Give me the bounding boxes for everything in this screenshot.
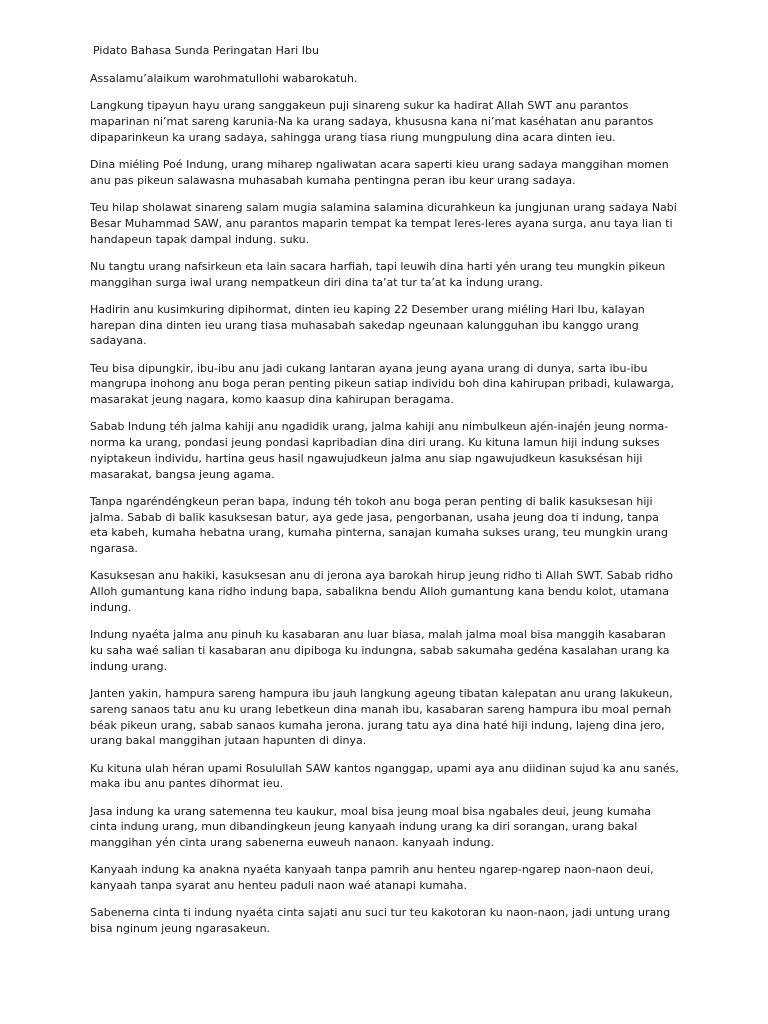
paragraph: Janten yakin, hampura sareng hampura ibu jauh langkung ageung tibatan kalepatan anu urang lakukeun, sareng sanaos tatu anu ku urang lebetkeun dina manah ibu, kasabaran sareng hampura ibu moal pernah béak pikeun urang, sabab sanaos kumaha jerona. jurang tatu aya dina haté hiji indung, lajeng dina jero, urang bakal manggihan jutaan hapunten di dinya. xyxy=(90,687,673,748)
paragraph-greeting: Assalamu’alaikum warohmatullohi wabarokatuh. xyxy=(90,72,358,85)
paragraph-closing: Sabenerna cinta ti indung nyaéta cinta sajati anu suci tur teu kakotoran ku naon-naon, jadi untung urang bisa nginum jeung ngarasakeun. xyxy=(90,906,671,936)
paragraph: Indung nyaéta jalma anu pinuh ku kasabaran anu luar biasa, malah jalma moal bisa manggih kasabaran ku saha waé salian ti kasabaran anu dipiboga ku indungna, sabab sakumaha gedéna kasalahan urang ka indung urang. xyxy=(90,628,670,673)
paragraph: Dina miéling Poé Indung, urang miharep ngaliwatan acara saperti kieu urang sadaya manggihan momen anu pas pikeun salawasna muhasabah kumaha pentingna peran ibu keur urang sadaya. xyxy=(90,157,669,187)
paragraph: Nu tangtu urang nafsirkeun eta lain sacara harfiah, tapi leuwih dina harti yén urang teu mungkin pikeun manggihan surga iwal urang nempatkeun diri dina ta’at tur ta’at ka indung urang. xyxy=(90,259,666,289)
document-title: Pidato Bahasa Sunda Peringatan Hari Ibu xyxy=(93,44,319,57)
paragraph: Sabab Indung téh jalma kahiji anu ngadidik urang, jalma kahiji anu nimbulkeun ajén-inajén jeung norma-norma ka urang, pondasi jeung pondasi kapribadian dina diri urang. Ku kituna lamun hiji indung sukses nyiptakeun individu, hartina geus hasil ngawujudkeun jalma anu siap ngawujudkeun kasuksésan hiji masarakat, bangsa jeung agama. xyxy=(90,420,669,481)
paragraph: Teu bisa dipungkir, ibu-ibu anu jadi cukang lantaran ayana jeung ayana urang di dunya, sarta ibu-ibu mangrupa inohong anu boga peran penting pikeun satiap individu boh dina kahirupan pribadi, kulawarga, masarakat jeung nagara, komo kaasup dina kahirupan beragama. xyxy=(90,361,674,407)
paragraph: Teu hilap sholawat sinareng salam mugia salamina salamina dicurahkeun ka jungjunan urang sadaya Nabi Besar Muhammad SAW, anu parantos maparin tempat ka tempat leres-leres ayana surga, anu taya lian ti handapeun tapak dampal indung. suku. xyxy=(90,200,677,246)
paragraph: Hadirin anu kusimkuring dipihormat, dinten ieu kaping 22 Desember urang miéling Hari Ibu, kalayan harepan dina dinten ieu urang tiasa muhasabah sakedap ngeunaan kalungguhan ibu kanggo urang sadayana. xyxy=(90,302,645,348)
paragraph: Ku kituna ulah héran upami Rosulullah SAW kantos nganggap, upami aya anu diidinan sujud ka anu sanés, maka ibu anu pantes dihormat ieu. xyxy=(90,761,679,791)
paragraph-opening: Langkung tipayun hayu urang sanggakeun puji sinareng sukur ka hadirat Allah SWT anu parantos maparinan ni’mat sareng karunia-Na ka urang sadaya, khususna kana ni’mat kaséhatan anu parantos dipaparinkeun ka urang sadaya, sahingga urang tiasa riung mungpulung dina acara dinten ieu. xyxy=(90,99,654,144)
paragraph: Tanpa ngaréndéngkeun peran bapa, indung téh tokoh anu boga peran penting di balik kasuksesan hiji jalma. Sabab di balik kasuksesan batur, aya gede jasa, pengorbanan, usaha jeung doa ti indung, tanpa eta kabeh, kumaha hebatna urang, kumaha pinterna, sanajan kumaha sukses urang, teu mungkin urang ngarasa. xyxy=(90,494,668,556)
paragraph: Kanyaah indung ka anakna nyaéta kanyaah tanpa pamrih anu henteu ngarep-ngarep naon-naon deui, kanyaah tanpa syarat anu henteu paduli naon waé atanapi kumaha. xyxy=(90,863,654,893)
paragraph: Kasuksesan anu hakiki, kasuksesan anu di jerona aya barokah hirup jeung ridho ti Allah SWT. Sabab ridho Alloh gumantung kana ridho indung bapa, sabalikna bendu Alloh gumantung kana bendu kolot, utamana indung. xyxy=(90,569,673,615)
document-page xyxy=(90,40,680,948)
paragraph: Jasa indung ka urang satemenna teu kaukur, moal bisa jeung moal bisa ngabales deui, jeung kumaha cinta indung urang, mun dibandingkeun jeung kanyaah indung urang ka diri sorangan, urang bakal manggihan yén cinta urang sabenerna euweuh nanaon. kanyaah indung. xyxy=(90,804,652,850)
